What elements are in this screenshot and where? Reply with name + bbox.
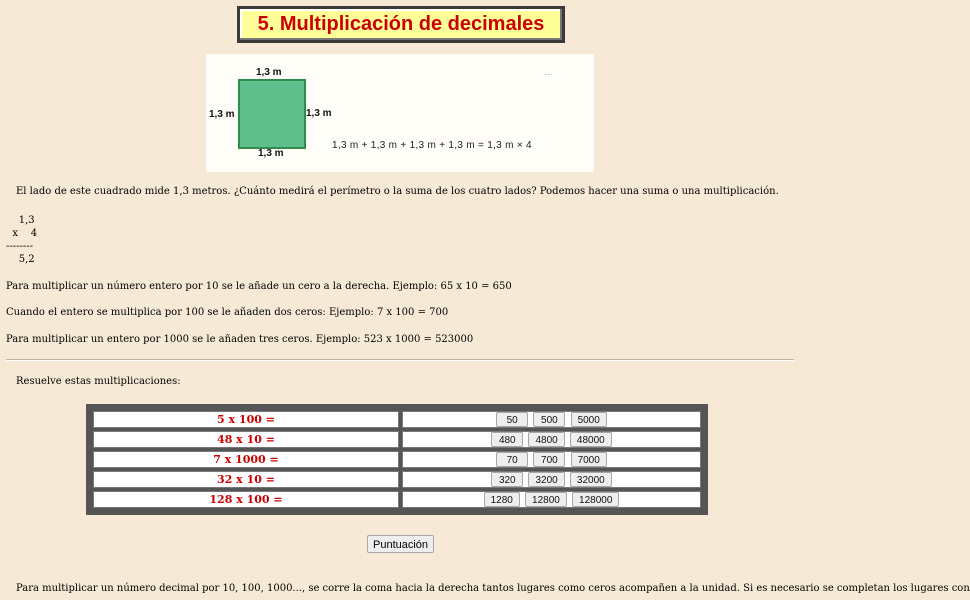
exercise-table (86, 404, 708, 515)
exercise-row (93, 471, 701, 488)
rule-text-1: Para multiplicar un número entero por 10 se le añade un cero a la derecha. Ejemplo: 65 x 10 = 650 (6, 281, 512, 292)
answer-option-button[interactable]: 128000 (572, 492, 619, 507)
green-square (238, 79, 306, 149)
exercise-question: 128 x 100 = (93, 491, 399, 508)
answer-option-button[interactable]: 32000 (570, 472, 612, 487)
exercise-row (93, 491, 701, 508)
answer-option-button[interactable]: 700 (533, 452, 565, 467)
exercise-prompt: Resuelve estas multiplicaciones: (16, 376, 181, 387)
exercise-question: 32 x 10 = (93, 471, 399, 488)
rule-text-2: Cuando el entero se multiplica por 100 se le añaden dos ceros: Ejemplo: 7 x 100 = 700 (6, 307, 449, 318)
intro-text: El lado de este cuadrado mide 1,3 metros. ¿Cuánto medirá el perímetro o la suma de los cuatro lados? Podemos hacer una suma o una multiplicación. (16, 186, 779, 197)
rule-text-3: Para multiplicar un entero por 1000 se le añaden tres ceros. Ejemplo: 523 x 1000 = 523000 (6, 334, 474, 345)
footer-text: Para multiplicar un número decimal por 10, 100, 1000..., se corre la coma hacia la derecha tantos lugares como ceros acompañen a la unidad. Si es necesario se completan los lugares con (16, 583, 970, 594)
exercise-row (93, 431, 701, 448)
answer-options (402, 471, 701, 488)
answer-option-button[interactable]: 3200 (528, 472, 564, 487)
answer-option-button[interactable]: 48000 (570, 432, 612, 447)
exercise-row (93, 451, 701, 468)
answer-option-button[interactable]: 500 (533, 412, 565, 427)
answer-option-button[interactable]: 70 (496, 452, 528, 467)
label-top: 1,3 m (256, 67, 282, 78)
exercise-row (93, 411, 701, 428)
square-figure (206, 54, 594, 172)
perimeter-equation: 1,3 m + 1,3 m + 1,3 m + 1,3 m = 1,3 m × 4 (332, 140, 532, 151)
answer-option-button[interactable]: 50 (496, 412, 528, 427)
answer-option-button[interactable]: 480 (491, 432, 523, 447)
answer-options (402, 451, 701, 468)
label-right: 1,3 m (306, 108, 332, 119)
page-title: 5. Multiplicación de decimales (237, 6, 565, 43)
worked-operation: 1,3 x 4 -------- 5,2 (6, 215, 38, 265)
answer-option-button[interactable]: 320 (491, 472, 523, 487)
divider (6, 359, 794, 361)
label-left: 1,3 m (209, 109, 235, 120)
answer-option-button[interactable]: 1280 (484, 492, 520, 507)
answer-options (402, 431, 701, 448)
score-button[interactable]: Puntuación (367, 535, 434, 553)
exercise-question: 5 x 100 = (93, 411, 399, 428)
answer-option-button[interactable]: 12800 (525, 492, 567, 507)
answer-options (402, 491, 701, 508)
exercise-question: 48 x 10 = (93, 431, 399, 448)
exercise-question: 7 x 1000 = (93, 451, 399, 468)
answer-option-button[interactable]: 7000 (571, 452, 607, 467)
answer-option-button[interactable]: 5000 (571, 412, 607, 427)
label-bottom: 1,3 m (258, 148, 284, 159)
answer-option-button[interactable]: 4800 (528, 432, 564, 447)
scan-marks: ... (544, 68, 553, 78)
answer-options (402, 411, 701, 428)
